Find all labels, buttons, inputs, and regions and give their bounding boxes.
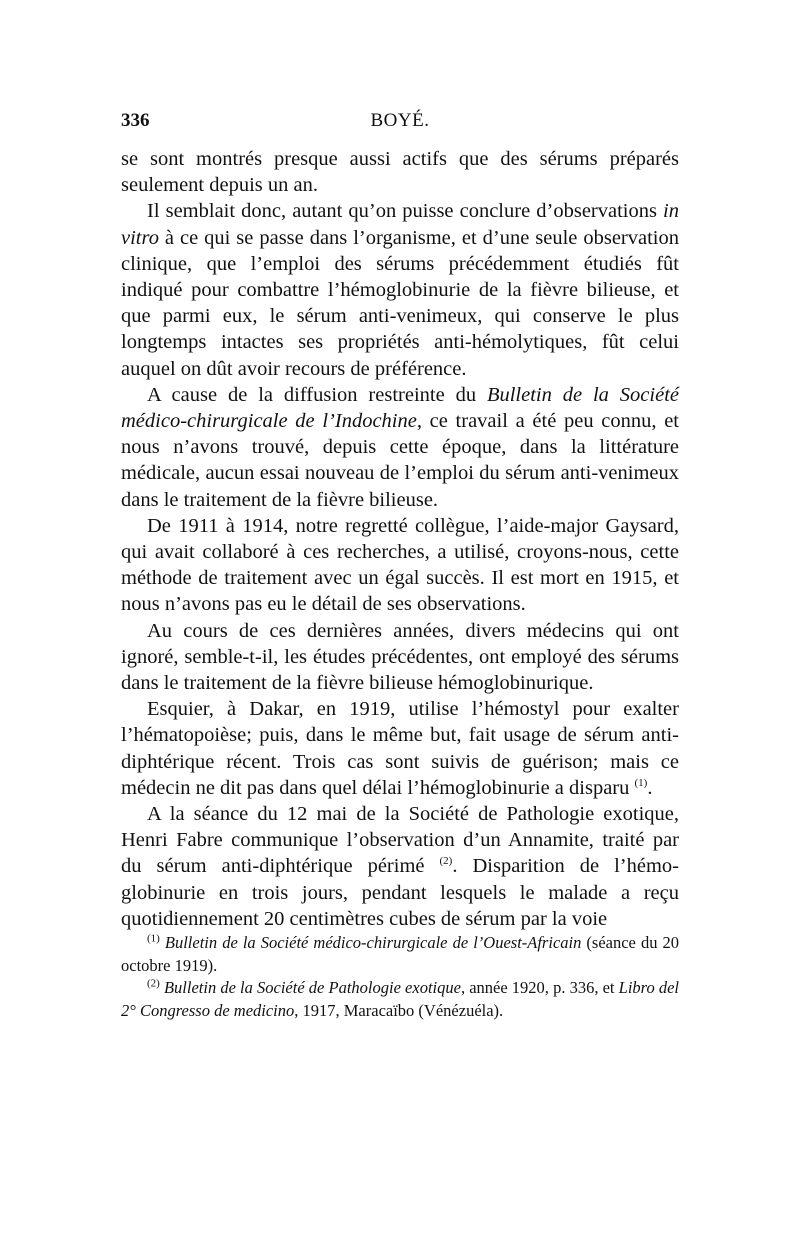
text-run: Au cours de ces dernières années, divers médecins qui ont ignoré, semble-t-il, les études précédentes, ont employé des sérums dans le traitement de la fièvre bilieuse hémoglobinurique.: [121, 619, 679, 695]
text-run: Esquier, à Dakar, en 1919, utilise l’hémostyl pour exalter l’hématopoièse; puis, dans le même but, fait usage de sérum anti-diphtérique récent. Trois cas sont suivis de guérison; mais ce médecin ne dit pas dans quel délai l’hémoglobinurie a disparu: [121, 698, 679, 799]
text-run: , 1917, Maracaïbo (Vénézuéla).: [294, 1000, 504, 1020]
footnotes: [121, 932, 679, 1022]
page: [121, 110, 679, 932]
paragraph: [121, 198, 679, 381]
text-run: , année 1920, p. 336, et: [460, 978, 619, 997]
paragraph: [121, 513, 679, 618]
text-run: (séance du 20 octobre 1919).: [121, 933, 679, 975]
text-run: . Disparition de l’hémoglobinurie en trois jours, pendant lesquels le malade a reçu quotidiennement 20 centimètres cubes de sérum par la voie: [121, 855, 679, 930]
italic-text: Bulletin de la Société médico-chirurgicale de l’Ouest-Africain: [164, 933, 582, 952]
paragraph: [121, 618, 679, 697]
page-header: [121, 110, 679, 146]
footnote-ref: (2): [439, 855, 453, 868]
text-run: à ce qui se passe dans l’organisme, et d’une seule observation clinique, que l’emploi des sérums précédemment étudiés fût indiqué pour combattre l’hémoglobinurie de la fièvre bilieuse, et que parmi eux, le sérum anti-venimeux, qui conserve le plus longtemps intactes ses propriétés anti-hémolytiques, fût celui auquel on dût avoir recours de préférence.: [121, 226, 679, 380]
paragraph: [121, 146, 679, 198]
text-run: De 1911 à 1914, notre regretté collègue, l’aide-major Gaysard, qui avait collaboré à ces recherches, a utilisé, croyons-nous, cette méthode de traitement avec un égal succès. Il est mort en 1915, et nous n’avons pas eu le détail de ses observations.: [121, 514, 679, 616]
italic-text: in vitro: [121, 200, 679, 249]
italic-text: Bulletin de la Société médico-chirurgicale de l’Indochine: [121, 383, 679, 433]
paragraph: [121, 801, 679, 932]
body-text: [121, 146, 679, 932]
footnote: [121, 977, 679, 1022]
text-run: se sont montrés presque aussi actifs que des sérums préparés seulement depuis un an.: [121, 148, 679, 197]
text-run: Il semblait donc, autant qu’on puisse conclure d’observations: [147, 200, 664, 223]
text-run: .: [647, 776, 653, 799]
footnote-ref: (1): [147, 932, 160, 945]
page-number: 336: [121, 110, 150, 131]
italic-text: Bulletin de la Société de Pathologie exotique: [163, 978, 461, 997]
footnote-ref: (2): [147, 977, 160, 990]
running-head: BOYÉ.: [370, 110, 430, 131]
text-run: A cause de la diffusion restreinte du: [147, 383, 487, 406]
footnote: [121, 932, 679, 977]
paragraph: [121, 696, 679, 801]
italic-text: Libro del 2° Congresso de medicino: [121, 978, 680, 1020]
text-run: A la séance du 12 mai de la Société de Pathologie exotique, Henri Fabre communique l’observation d’un Annamite, traité par du sérum anti-diphtérique périmé: [121, 803, 679, 878]
footnote-ref: (1): [634, 777, 648, 790]
paragraph: [121, 382, 679, 513]
text-run: , ce travail a été peu connu, et nous n’avons trouvé, depuis cette époque, dans la littérature médicale, aucun essai nouveau de l’emploi du sérum anti-venimeux dans le traitement de la fièvre bilieuse.: [121, 410, 679, 511]
